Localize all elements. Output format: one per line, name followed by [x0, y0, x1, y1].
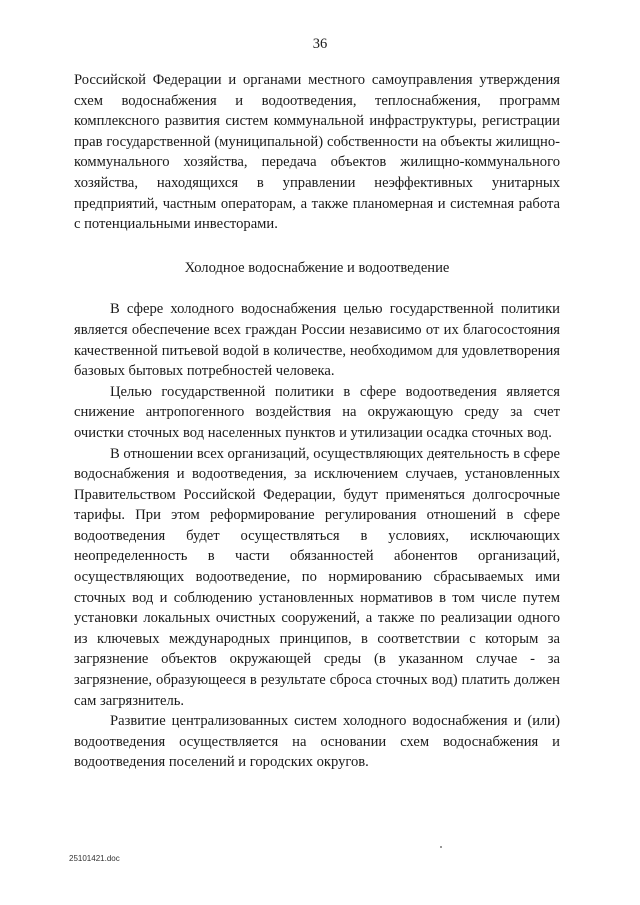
paragraph-continuation: Российской Федерации и органами местного самоуправления утверждения схем водоснабжения и водоотведения, теплоснабжения, программ комплексного развития систем коммунальной инфраструктуры, регистрации прав государственной (муниципальной) собственности на объекты жилищно-коммунального хозяйства, передача объектов жилищно-коммунального хозяйства, находящихся в управлении неэффективных унитарных предприятий, частным операторам, а также планомерная и системная работа с потенциальными инвесторами. [74, 72, 560, 233]
paragraph-centralized-systems: Развитие централизованных систем холодного водоснабжения и (или) водоотведения осуществляется на основании схем водоснабжения и водоотведения поселений и городских округов. [74, 713, 560, 771]
scan-dot-mark [440, 846, 442, 848]
document-body [74, 70, 560, 773]
section-title: Холодное водоснабжение и водоотведение [184, 259, 450, 276]
paragraph-tariffs: В отношении всех организаций, осуществляющих деятельность в сфере водоснабжения и водоотведения, за исключением случаев, установленных Правительством Российской Федерации, будут применяться долгосрочные тарифы. При этом реформирование регулирования отношений в сфере водоотведения будет осуществляться в условиях, исключающих неопределенность в части обязанностей абонентов организаций, осуществляющих водоотведение, по нормированию сбрасываемых ими сточных вод и соблюдению установленных нормативов в том числе путем установки локальных очистных сооружений, а также по реализации одного из ключевых международных принципов, в соответствии с которым за загрязнение объектов окружающей среды (в указанном случае - за загрязнение, образующееся в результате сброса сточных вод) платить должен сам загрязнитель. [74, 445, 560, 709]
footer-file-code: 25101421.doc [69, 854, 120, 863]
paragraph-cold-water-goal: В сфере холодного водоснабжения целью государственной политики является обеспечение всех граждан России независимо от их благосостояния качественной питьевой водой в количестве, необходимом для удовлетворения базовых бытовых потребностей человека. [74, 301, 560, 380]
page-number: 36 [312, 36, 328, 52]
paragraph-wastewater-goal: Целью государственной политики в сфере водоотведения является снижение антропогенного воздействия на окружающую среду за счет очистки сточных вод населенных пунктов и утилизации осадка сточных вод. [74, 383, 560, 441]
